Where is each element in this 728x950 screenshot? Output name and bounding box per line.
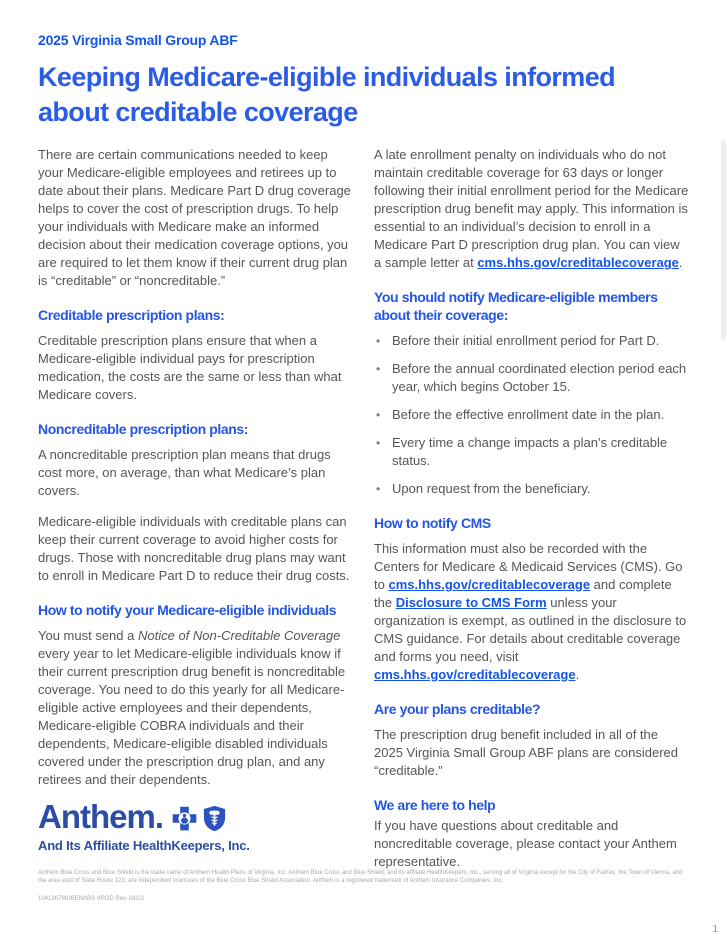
- scrollbar-thumb[interactable]: [721, 140, 726, 340]
- heading-here-to-help: We are here to help: [374, 797, 496, 813]
- eyebrow: 2025 Virginia Small Group ABF: [38, 32, 238, 48]
- blue-shield-icon: [202, 805, 227, 832]
- cms-text-4: .: [575, 667, 580, 682]
- creditable-plans-paragraph: Creditable prescription plans ensure that when a Medicare-eligible individual pays for prescription medication, the costs are the same or less than what Medicare covers.: [38, 333, 342, 402]
- cms-creditable-coverage-link-1[interactable]: cms.hhs.gov/creditablecoverage: [388, 577, 591, 592]
- affiliate-line: And Its Affiliate HealthKeepers, Inc.: [38, 838, 250, 853]
- document-code: 1041367MUBENABS VPOD Rev. 08/23: [38, 896, 144, 902]
- page-footer: [38, 800, 690, 903]
- notify-cms-paragraph: [374, 540, 690, 684]
- anthem-logo: [38, 800, 690, 834]
- left-column: [38, 146, 354, 884]
- heading-creditable-plans: Creditable prescription plans:: [38, 307, 225, 323]
- notice-title-italic: Notice of Non-Creditable Coverage: [137, 628, 341, 643]
- bcbs-symbols: [171, 805, 227, 832]
- plans-creditable-paragraph: The prescription drug benefit included in all of the 2025 Virginia Small Group ABF plans are considered “creditable.”: [374, 727, 678, 778]
- heading-how-to-notify-cms: How to notify CMS: [374, 515, 491, 531]
- page-number: 1: [712, 924, 718, 935]
- page-title: Keeping Medicare-eligible individuals informed about creditable coverage: [38, 62, 616, 127]
- noncreditable-plans-paragraph-2: Medicare-eligible individuals with creditable plans can keep their current coverage to avoid higher costs for drugs. Those with noncreditable drug plans may want to enroll in Medicare Part D to reduce their drug costs.: [38, 514, 350, 583]
- heading-noncreditable-plans: Noncreditable prescription plans:: [38, 421, 249, 437]
- list-item: • Before the annual coordinated election period each year, which begins October 15.: [374, 360, 690, 396]
- cms-text-3: unless your organization is exempt, as outlined in the disclosure to CMS guidance. For details about creditable coverage and forms you need, visit: [374, 595, 687, 664]
- cms-sample-letter-link[interactable]: cms.hhs.gov/creditablecoverage: [477, 255, 679, 270]
- list-item: • Every time a change impacts a plan’s creditable status.: [374, 434, 690, 470]
- penalty-text: A late enrollment penalty on individuals who do not maintain creditable coverage for 63 days or longer following their initial enrollment period for the Medicare prescription drug benefit may apply. This information is essential to an individual’s decision to enroll in a Medicare Part D prescription drug plan. You can view a sample letter at: [374, 147, 689, 270]
- heading-notify-members: You should notify Medicare-eligible members about their coverage:: [374, 289, 658, 323]
- anthem-wordmark: Anthem.: [38, 798, 163, 835]
- list-item: • Before their initial enrollment period for Part D.: [374, 332, 690, 350]
- notify-text-post: every year to let Medicare-eligible individuals know if their current prescription drug benefit is noncreditable coverage. You need to do this yearly for all Medicare-eligible active employees and their dependents, Medicare-eligible COBRA individuals and their dependents, Medicare-eligible disabled individuals covered under the prescription drug plan, and any retirees and their dependents.: [38, 646, 346, 787]
- here-to-help-paragraph: If you have questions about creditable and noncreditable coverage, please contact your Anthem representative.: [374, 818, 677, 869]
- legal-fine-print: Anthem Blue Cross and Blue Shield is the trade name of Anthem Health Plans of Virginia, Inc. Anthem Blue Cross and Blue Shield, and its affiliate HealthKeepers, Inc., serving all of Virginia except for the City of Fairfax, the Town of Vienna, and the area east of State Route 123, are independent licensees of the Blue Cross Blue Shield Association. Anthem is a registered trademark of Anthem Insurance Companies, Inc.: [38, 870, 683, 884]
- right-column: [374, 146, 690, 884]
- content-columns: [38, 146, 690, 884]
- heading-how-to-notify-individuals: How to notify your Medicare-eligible individuals: [38, 602, 337, 618]
- cms-text-2: and complete the: [374, 577, 672, 610]
- list-item: • Before the effective enrollment date in the plan.: [374, 406, 690, 424]
- cms-text-1: This information must also be recorded with the Centers for Medicare & Medicaid Services (CMS). Go to: [374, 541, 683, 592]
- notify-individuals-paragraph: [38, 627, 354, 789]
- disclosure-to-cms-form-link[interactable]: Disclosure to CMS Form: [395, 595, 547, 610]
- penalty-text-end: .: [678, 255, 683, 270]
- noncreditable-plans-paragraph-1: A noncreditable prescription plan means that drugs cost more, on average, than what Medicare’s plan covers.: [38, 447, 331, 498]
- notify-text-pre: You must send a: [38, 628, 138, 643]
- late-penalty-paragraph: [374, 146, 690, 272]
- cms-creditable-coverage-link-2[interactable]: cms.hhs.gov/creditablecoverage: [374, 667, 576, 682]
- list-item: • Upon request from the beneficiary.: [374, 480, 690, 498]
- heading-plans-creditable: Are your plans creditable?: [374, 701, 541, 717]
- page-header: [38, 32, 690, 130]
- notify-members-list: [374, 332, 690, 498]
- blue-cross-icon: [171, 805, 198, 832]
- intro-paragraph: There are certain communications needed to keep your Medicare-eligible employees and retirees up to date about their plans. Medicare Part D drug coverage helps to cover the cost of prescription drugs. To help your individuals with Medicare make an informed decision about their medication coverage options, you are required to let them know if their current drug plan is “creditable” or “noncreditable.”: [38, 147, 351, 288]
